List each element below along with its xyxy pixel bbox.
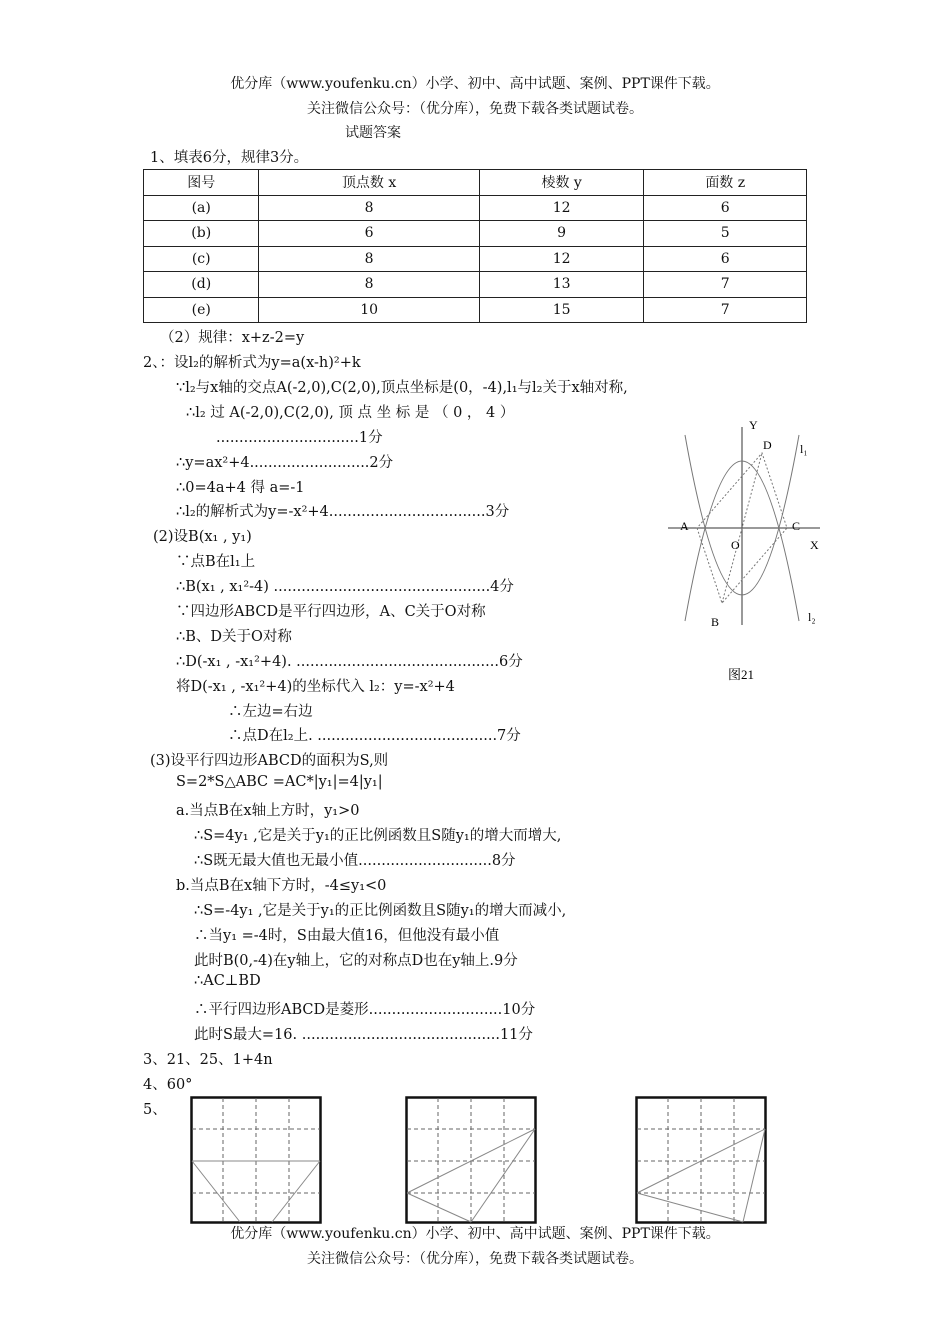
- table-cell: 8: [259, 195, 479, 221]
- table-row: [144, 246, 807, 272]
- footer-line-1: 优分库（www.youfenku.cn）小学、初中、高中试题、案例、PPT课件下载。: [230, 1226, 720, 1242]
- q2-line: ∴左边=右边: [228, 704, 313, 720]
- q2-line: ∴S=4y₁ ,它是关于y₁的正比例函数且S随y₁的增大而增大,: [194, 828, 562, 844]
- table-cell: 12: [479, 195, 644, 221]
- q2-line: ∵l₂与x轴的交点A(-2,0),C(2,0),顶点坐标是(0，-4),l₁与l₂关于x轴对称,: [176, 380, 628, 396]
- table-cell: (b): [144, 221, 259, 247]
- table-cell: 6: [259, 221, 479, 247]
- answer-table: [143, 169, 807, 323]
- table-cell: (c): [144, 246, 259, 272]
- table-cell: 8: [259, 246, 479, 272]
- q2-line: 此时S最大=16. ...........................................11分: [194, 1027, 533, 1043]
- q2-line: ∴平行四边形ABCD是菱形.............................10分: [194, 1002, 536, 1018]
- q2-line: ∴点D在l₂上. .......................................7分: [228, 728, 521, 744]
- grid-figure-2: [405, 1096, 537, 1224]
- label-a: A: [680, 519, 689, 533]
- q2-line: b.当点B在x轴下方时，-4≤y₁<0: [176, 878, 387, 894]
- q2-line: ∴当y₁ =-4时，S由最大值16，但他没有最小值: [194, 928, 500, 944]
- label-l2: l₂: [808, 610, 816, 624]
- table-header-cell: 面数 z: [644, 170, 807, 196]
- parabola-figure: [660, 415, 830, 695]
- q2-line: 此时B(0,-4)在y轴上，它的对称点D也在y轴上.9分: [194, 953, 518, 969]
- header-line-2: 关注微信公众号：（优分库），免费下载各类试题试卷。: [307, 101, 643, 117]
- table-cell: (a): [144, 195, 259, 221]
- table-row: [144, 297, 807, 323]
- page-title: 试题答案: [345, 125, 401, 141]
- label-d: D: [763, 438, 772, 452]
- q2-line: ∴AC⊥BD: [194, 973, 261, 989]
- q2-line: ∴S既无最大值也无最小值.............................8分: [194, 853, 516, 869]
- table-header-cell: 图号: [144, 170, 259, 196]
- q2-line: ∴S=-4y₁ ,它是关于y₁的正比例函数且S随y₁的增大而减小,: [194, 903, 567, 919]
- label-c: C: [792, 519, 801, 533]
- q2-line: ∴D(-x₁ , -x₁²+4). ............................................6分: [176, 654, 523, 670]
- q4-answer: 4、60°: [143, 1077, 193, 1093]
- q1-rule: （2）规律：x+z-2=y: [160, 330, 305, 346]
- q5-label: 5、: [143, 1102, 167, 1118]
- q2-line: ∴B、D关于O对称: [176, 629, 292, 645]
- q2-line: (3)设平行四边形ABCD的面积为S,则: [150, 753, 389, 769]
- table-cell: 7: [644, 297, 807, 323]
- table-cell: 15: [479, 297, 644, 323]
- q2-line: S=2*S△ABC =AC*|y₁|=4|y₁|: [176, 774, 383, 790]
- label-b: B: [711, 615, 720, 629]
- grid-figure-3: [635, 1096, 767, 1224]
- table-cell: 6: [644, 246, 807, 272]
- q2-line: ∵点B在l₁上: [176, 554, 256, 570]
- table-header-cell: 棱数 y: [479, 170, 644, 196]
- table-cell: 9: [479, 221, 644, 247]
- q2-line: ∴0=4a+4 得 a=-1: [176, 480, 305, 496]
- table-row: [144, 195, 807, 221]
- q3-answer: 3、21、25、1+4n: [143, 1052, 273, 1068]
- table-row: [144, 221, 807, 247]
- table-row: [144, 272, 807, 298]
- table-cell: 7: [644, 272, 807, 298]
- q2-line: (2)设B(x₁ , y₁): [153, 529, 252, 545]
- q2-line: ∴y=ax²+4..........................2分: [176, 455, 394, 471]
- header-line-1: 优分库（www.youfenku.cn）小学、初中、高中试题、案例、PPT课件下载。: [230, 76, 720, 92]
- q2-line: ∴B(x₁ , x₁²-4) ...............................................4分: [176, 579, 514, 595]
- label-o: O: [731, 538, 740, 552]
- footer-line-2: 关注微信公众号：（优分库），免费下载各类试题试卷。: [307, 1251, 643, 1267]
- table-cell: 8: [259, 272, 479, 298]
- table-cell: 6: [644, 195, 807, 221]
- q2-line: ∴l₂的解析式为y=-x²+4..................................3分: [176, 504, 510, 520]
- table-header-row: [144, 170, 807, 196]
- label-x: X: [810, 538, 819, 552]
- table-cell: (e): [144, 297, 259, 323]
- q2-line: ...............................1分: [216, 430, 383, 446]
- label-l1: l₁: [800, 442, 808, 456]
- table-cell: 12: [479, 246, 644, 272]
- grid-figure-1: [190, 1096, 322, 1224]
- table-cell: 13: [479, 272, 644, 298]
- q2-line: 2、：设l₂的解析式为y=a(x-h)²+k: [143, 355, 361, 371]
- label-y: Y: [749, 418, 758, 432]
- table-cell: 10: [259, 297, 479, 323]
- q2-line: a.当点B在x轴上方时，y₁>0: [176, 803, 360, 819]
- q2-line: 将D(-x₁ , -x₁²+4)的坐标代入 l₂：y=-x²+4: [176, 679, 455, 695]
- q2-line: ∴l₂ 过 A(-2,0),C(2,0), 顶 点 坐 标 是 （ 0 ， 4 ）: [186, 405, 515, 421]
- q2-line: ∵四边形ABCD是平行四边形，A、C关于O对称: [176, 604, 486, 620]
- figure-caption: 图21: [728, 667, 755, 682]
- table-cell: 5: [644, 221, 807, 247]
- table-header-cell: 顶点数 x: [259, 170, 479, 196]
- table-cell: (d): [144, 272, 259, 298]
- q1-intro: 1、填表6分，规律3分。: [150, 150, 309, 166]
